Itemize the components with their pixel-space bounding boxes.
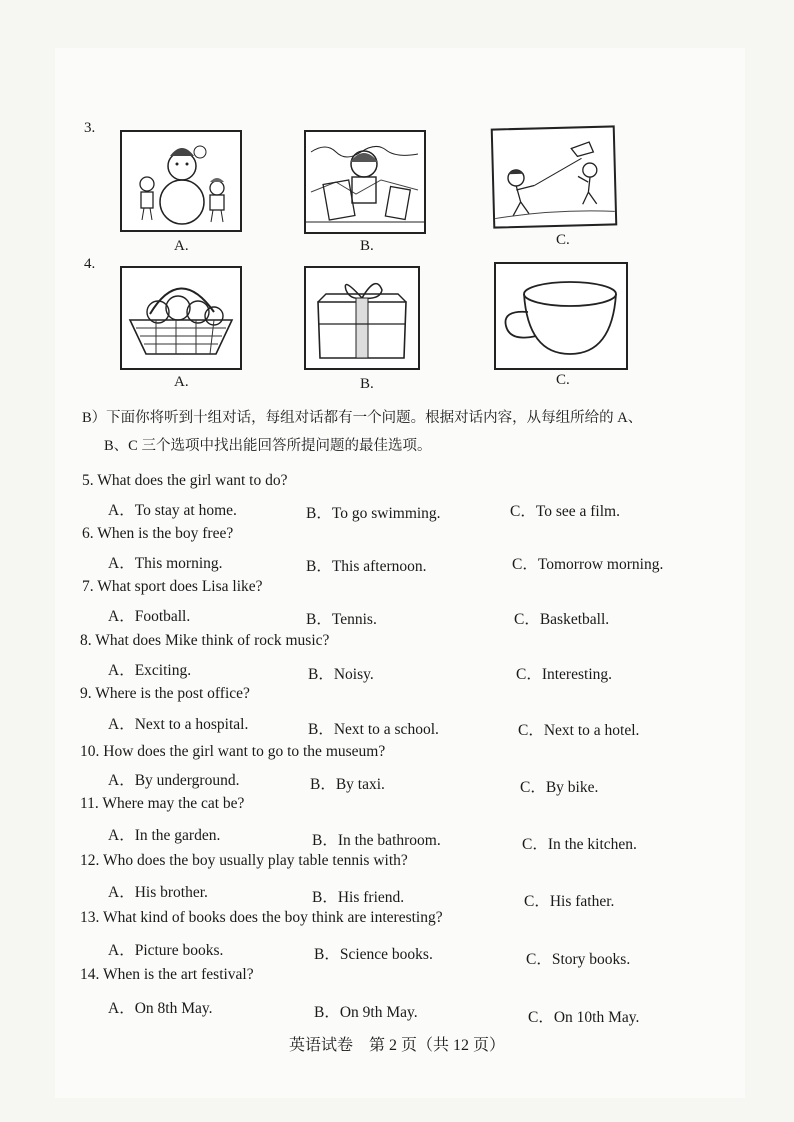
option-c[interactable]: C．Story books. [526,951,631,968]
option-c[interactable]: C．Next to a hotel. [518,722,640,739]
option-b[interactable]: B．To go swimming. [306,505,441,522]
option-a[interactable]: A．This morning. [108,555,223,572]
question-10: 10. How does the girl want to go to the museum? [80,743,386,760]
question-14: 14. When is the art festival? [80,966,254,983]
option-c[interactable]: C．By bike. [520,779,599,796]
option-label: C. [556,372,570,388]
option-c[interactable]: C．His father. [524,893,615,910]
option-a[interactable]: A．Picture books. [108,942,224,959]
option-a[interactable]: A．By underground. [108,772,240,789]
gift-box-picture [304,266,420,370]
option-c[interactable]: C．In the kitchen. [522,836,637,853]
section-b-instructions [82,404,722,460]
option-b[interactable]: B．This afternoon. [306,558,427,575]
question-6: 6. When is the boy free? [82,525,234,542]
option-a[interactable]: A．In the garden. [108,827,221,844]
question-12: 12. Who does the boy usually play table tennis with? [80,852,408,869]
option-b[interactable]: B．Noisy. [308,666,374,683]
option-b[interactable]: B．Science books. [314,946,433,963]
option-b[interactable]: B．In the bathroom. [312,832,441,849]
option-label: B. [360,376,374,392]
question-number: 3. [84,120,96,136]
question-13: 13. What kind of books does the boy think are interesting? [80,909,443,926]
option-label: A. [174,374,189,390]
instruction-line: B、C 三个选项中找出能回答所提问题的最佳选项。 [104,438,432,454]
question-9: 9. Where is the post office? [80,685,250,702]
girl-drawing-picture [304,130,426,234]
option-a[interactable]: A．To stay at home. [108,502,237,519]
page-footer: 英语试卷 第 2 页（共 12 页） [288,1037,505,1054]
snowman-kids-picture [120,130,242,232]
instruction-line: B）下面你将听到十组对话，每组对话都有一个问题。根据对话内容，从每组所给的 A、 [82,410,643,426]
option-c[interactable]: C．Tomorrow morning. [512,556,664,573]
option-b[interactable]: B．His friend. [312,889,405,906]
option-label: B. [360,238,374,254]
option-c[interactable]: C．On 10th May. [528,1009,640,1026]
option-b[interactable]: B．Tennis. [306,611,377,628]
question-5: 5. What does the girl want to do? [82,472,288,489]
option-a[interactable]: A．His brother. [108,884,208,901]
option-c[interactable]: C．To see a film. [510,503,620,520]
question-8: 8. What does Mike think of rock music? [80,632,330,649]
option-b[interactable]: B．Next to a school. [308,721,439,738]
question-number: 4. [84,256,96,272]
question-11: 11. Where may the cat be? [80,795,245,812]
kids-flying-kite-picture [491,125,618,228]
option-c[interactable]: C．Interesting. [516,666,612,683]
option-a[interactable]: A．Next to a hospital. [108,716,249,733]
option-a[interactable]: A．Exciting. [108,662,192,679]
option-b[interactable]: B．On 9th May. [314,1004,418,1021]
option-label: C. [556,232,570,248]
fruit-basket-picture [120,266,242,370]
option-a[interactable]: A．Football. [108,608,191,625]
option-a[interactable]: A．On 8th May. [108,1000,213,1017]
option-b[interactable]: B．By taxi. [310,776,385,793]
cup-picture [494,262,628,370]
option-c[interactable]: C．Basketball. [514,611,610,628]
question-7: 7. What sport does Lisa like? [82,578,263,595]
option-label: A. [174,238,189,254]
